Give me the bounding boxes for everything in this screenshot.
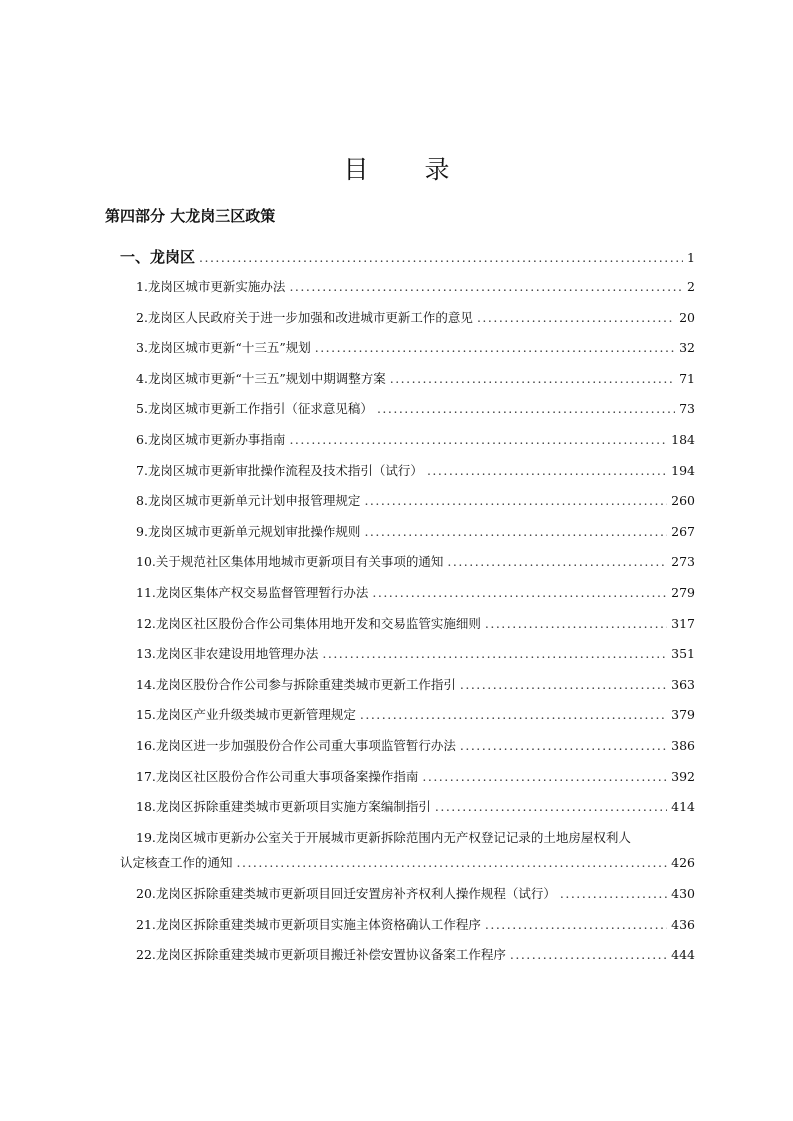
toc-page-number: 194 [671, 462, 695, 478]
toc-leader-dots [477, 310, 675, 325]
toc-leader-dots [364, 493, 667, 508]
toc-entry-label: 15.龙岗区产业升级类城市更新管理规定 [136, 707, 356, 723]
toc-entry[interactable] [136, 767, 695, 785]
toc-page-number: 1 [687, 250, 695, 265]
toc-page-number: 363 [671, 676, 695, 692]
toc-entry-label: 16.龙岗区进一步加强股份合作公司重大事项监管暂行办法 [136, 738, 456, 753]
toc-leader-dots [289, 432, 667, 447]
toc-leader-dots [237, 855, 668, 870]
toc-page-number: 2 [687, 279, 695, 294]
toc-entry[interactable] [136, 675, 695, 693]
toc-entry-label: 1.龙岗区城市更新实施办法 [136, 279, 286, 294]
toc-page-number: 279 [671, 585, 695, 600]
toc-section-label: 一、龙岗区 [120, 248, 196, 266]
toc-entry-label: 4.龙岗区城市更新“十三五”规划中期调整方案 [136, 370, 386, 386]
toc-leader-dots [377, 401, 675, 416]
toc-leader-dots [460, 677, 667, 692]
toc-entry-label: 5.龙岗区城市更新工作指引（征求意见稿） [136, 401, 373, 417]
toc-leader-dots [485, 616, 667, 631]
toc-entry-label: 7.龙岗区城市更新审批操作流程及技术指引（试行） [136, 462, 423, 478]
toc-page-number: 351 [671, 646, 695, 662]
toc-entry[interactable] [136, 461, 695, 479]
toc-page-number: 386 [671, 738, 695, 753]
toc-leader-dots [447, 554, 667, 569]
toc-entry-label: 17.龙岗区社区股份合作公司重大事项备案操作指南 [136, 768, 419, 784]
toc-entry-19-line1[interactable]: 19.龙岗区城市更新办公室关于开展城市更新拆除范围内无产权登记记录的土地房屋权利人 [136, 830, 631, 845]
toc-page-number: 32 [679, 340, 695, 356]
toc-page-number: 426 [671, 855, 695, 870]
toc-page-number: 73 [679, 401, 695, 417]
toc-page-number: 260 [671, 493, 695, 509]
toc-leader-dots [199, 250, 683, 265]
toc-leader-dots [322, 646, 667, 661]
toc-entry[interactable] [136, 369, 695, 387]
toc-entry[interactable] [136, 644, 695, 662]
toc-page-number: 414 [671, 799, 695, 815]
toc-entry-label: 8.龙岗区城市更新单元计划申报管理规定 [136, 493, 361, 509]
toc-entry-label: 13.龙岗区非农建设用地管理办法 [136, 646, 319, 662]
toc-entry-label: 22.龙岗区拆除重建类城市更新项目搬迁补偿安置协议备案工作程序 [136, 947, 506, 963]
toc-leader-dots [364, 524, 667, 539]
toc-entry[interactable] [136, 945, 695, 963]
toc-entry[interactable] [136, 797, 695, 815]
toc-entry-label: 21.龙岗区拆除重建类城市更新项目实施主体资格确认工作程序 [136, 916, 481, 932]
toc-page-number: 273 [671, 554, 695, 570]
toc-leader-dots [315, 340, 675, 355]
toc-entry[interactable] [136, 491, 695, 509]
toc-entry-label: 认定核查工作的通知 [120, 855, 233, 870]
toc-page-number: 184 [671, 432, 695, 447]
toc-entry[interactable] [136, 583, 695, 601]
toc-entry[interactable] [136, 736, 695, 754]
toc-page-number: 20 [679, 309, 695, 325]
toc-entry-label: 12.龙岗区社区股份合作公司集体用地开发和交易监管实施细则 [136, 615, 481, 631]
toc-entry[interactable] [136, 399, 695, 417]
toc-entry[interactable] [136, 522, 695, 540]
toc-entry[interactable] [136, 614, 695, 632]
toc-entry[interactable] [136, 705, 695, 723]
toc-leader-dots [435, 799, 667, 814]
toc-leader-dots [390, 371, 675, 386]
toc-entry-label: 14.龙岗区股份合作公司参与拆除重建类城市更新工作指引 [136, 676, 456, 692]
toc-entry-label: 3.龙岗区城市更新“十三五”规划 [136, 340, 311, 356]
toc-entry-label: 18.龙岗区拆除重建类城市更新项目实施方案编制指引 [136, 799, 431, 815]
toc-entry[interactable] [136, 308, 695, 326]
toc-entry-label: 9.龙岗区城市更新单元规划审批操作规则 [136, 523, 361, 539]
toc-entry-label: 20.龙岗区拆除重建类城市更新项目回迁安置房补齐权利人操作规程（试行） [136, 886, 556, 901]
toc-page-number: 436 [671, 916, 695, 932]
toc-leader-dots [289, 279, 683, 294]
toc-leader-dots [422, 769, 667, 784]
toc-entry[interactable] [136, 430, 695, 448]
toc-entry[interactable] [136, 338, 695, 356]
toc-leader-dots [360, 707, 667, 722]
toc-leader-dots [560, 886, 667, 901]
toc-entry[interactable] [136, 552, 695, 570]
toc-entry-label: 10.关于规范社区集体用地城市更新项目有关事项的通知 [136, 554, 444, 570]
toc-entry-label: 6.龙岗区城市更新办事指南 [136, 432, 286, 447]
page-title: 目 录 [343, 155, 474, 184]
toc-leader-dots [372, 585, 667, 600]
toc-page-number: 71 [679, 370, 695, 386]
toc-page-number: 430 [671, 886, 695, 901]
toc-page-number: 444 [671, 947, 695, 963]
toc-leader-dots [460, 738, 667, 753]
toc-leader-dots [427, 463, 667, 478]
toc-entry[interactable] [136, 884, 695, 902]
toc-page-number: 379 [671, 707, 695, 723]
toc-section-longgang[interactable] [120, 246, 695, 267]
toc-leader-dots [485, 917, 667, 932]
toc-entry-19[interactable] [120, 853, 695, 871]
toc-leader-dots [510, 947, 667, 962]
toc-entry-label: 2.龙岗区人民政府关于进一步加强和改进城市更新工作的意见 [136, 309, 473, 325]
toc-page-number: 267 [671, 523, 695, 539]
toc-entry[interactable] [136, 915, 695, 933]
toc-page-number: 317 [671, 615, 695, 631]
toc-entry-label: 11.龙岗区集体产权交易监督管理暂行办法 [136, 585, 369, 600]
part-heading: 第四部分 大龙岗三区政策 [105, 207, 276, 225]
toc-page-number: 392 [671, 768, 695, 784]
toc-entry[interactable] [136, 277, 695, 295]
